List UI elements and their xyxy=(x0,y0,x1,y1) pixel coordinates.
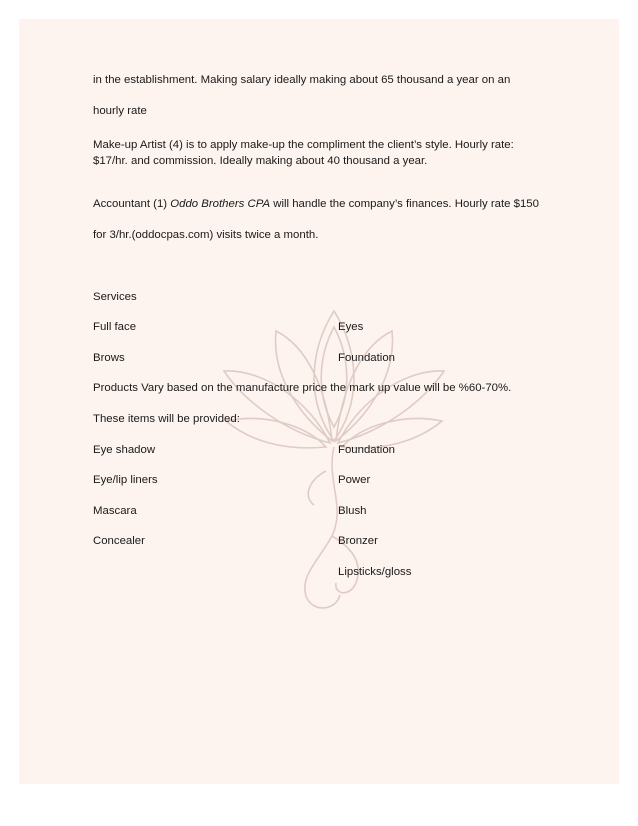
product-item: Mascara xyxy=(93,505,137,517)
service-item: Brows xyxy=(93,352,125,364)
accountant-firm-name: Oddo Brothers CPA xyxy=(170,198,271,210)
lotus-flower-icon xyxy=(214,291,454,621)
body-text-line: Make-up Artist (4) is to apply make-up the compliment the client’s style. Hourly rate: xyxy=(93,139,514,151)
product-item: Eye/lip liners xyxy=(93,474,158,486)
products-provided-label: These items will be provided: xyxy=(93,413,240,425)
body-text-line: $17/hr. and commission. Ideally making about 40 thousand a year. xyxy=(93,155,428,167)
service-item: Foundation xyxy=(338,352,395,364)
product-item: Eye shadow xyxy=(93,444,156,456)
body-text-line: in the establishment. Making salary ideally making about 65 thousand a year on an xyxy=(93,74,511,86)
services-heading: Services xyxy=(93,291,137,303)
document-page xyxy=(19,19,619,784)
product-item: Bronzer xyxy=(338,535,378,547)
accountant-text-post: will handle the company’s finances. Hourly rate $150 xyxy=(270,198,539,210)
body-text-line: hourly rate xyxy=(93,105,147,117)
service-item: Full face xyxy=(93,321,137,333)
product-item: Concealer xyxy=(93,535,145,547)
product-item: Foundation xyxy=(338,444,395,456)
products-intro: Products Vary based on the manufacture price the mark up value will be %60-70%. xyxy=(93,382,512,394)
service-item: Eyes xyxy=(338,321,364,333)
product-item: Power xyxy=(338,474,371,486)
product-item: Lipsticks/gloss xyxy=(338,566,412,578)
product-item: Blush xyxy=(338,505,367,517)
accountant-text-pre: Accountant (1) xyxy=(93,198,171,210)
accountant-text-line xyxy=(93,196,539,212)
body-text-line: for 3/hr.(oddocpas.com) visits twice a month. xyxy=(93,229,319,241)
